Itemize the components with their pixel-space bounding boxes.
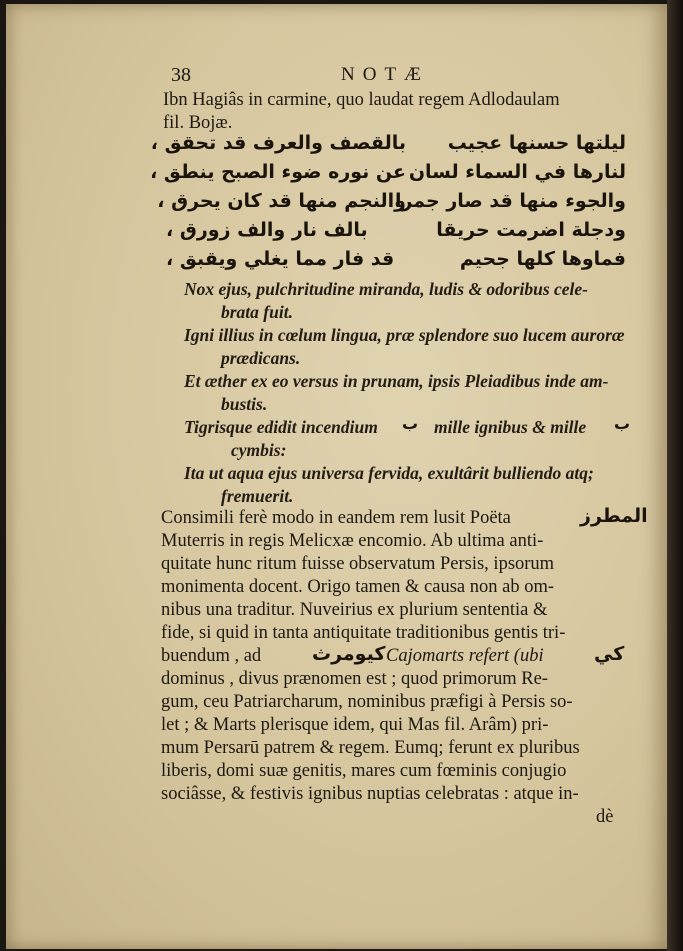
translation-line-9: Ita ut aqua ejus universa fervida, exultârit bulliendo atq; [184, 463, 594, 483]
translation-arabic-ba-1: ب [402, 414, 419, 433]
body-line-1: Consimili ferè modo in eandem rem lusit Poëta [161, 508, 511, 528]
translation-line-6: bustis. [221, 394, 268, 414]
translation-line-4: prædicans. [221, 348, 301, 368]
running-title: NOTÆ [341, 64, 429, 85]
body-line-5: nibus una traditur. Nuveirius ex plurium sententia & [161, 600, 548, 620]
arabic-verse-5-left: قد فار مما يغلي ويقبق ، [166, 248, 395, 270]
arabic-verse-5-right: فماوها كلها جحيم [459, 248, 626, 270]
translation-line-7a: Tigrisque edidit incendium [184, 417, 378, 437]
translation-line-3: Igni illius in cœlum lingua, præ splendore suo lucem auroræ [184, 325, 625, 345]
arabic-verse-3-left: والنجم منها قد كان يحرق ، [157, 190, 406, 212]
intro-line-1: Ibn Hagiâs in carmine, quo laudat regem Adlodaulam [163, 90, 560, 110]
running-head [171, 64, 631, 90]
body-line-6: fide, si quid in tanta antiquitate traditionibus gentis tri- [161, 623, 566, 643]
translation-line-2: brata fuit. [221, 302, 293, 322]
body-line-7a: buendum , ad [161, 646, 262, 666]
book-page [6, 4, 668, 949]
arabic-verse-4-right: ودجلة اضرمت حريقا [436, 219, 626, 241]
arabic-verse-4-left: بالف نار والف زورق ، [166, 219, 368, 241]
translation-line-10: fremuerit. [221, 486, 294, 506]
body-line-11: mum Persarū patrem & regem. Eumq; ferunt ex pluribus [161, 738, 580, 758]
arabic-verse-2-right: لنارها في السماء لسان [408, 161, 626, 183]
translation-line-7b: mille ignibus & mille [434, 417, 587, 437]
body-line-10: let ; & Marts plerisque idem, qui Mas fil. Arâm) pri- [161, 715, 549, 735]
intro-line-2: fil. Bojæ. [163, 113, 233, 133]
page-number: 38 [171, 64, 191, 86]
body-line-3: quitate hunc ritum fuisse observatum Persis, ipsorum [161, 554, 555, 574]
translation-line-8: cymbis: [231, 440, 287, 460]
arabic-muterris: المطرز [580, 505, 648, 527]
book-edge-shadow [667, 0, 683, 951]
arabic-verse-1-left: بالقصف والعرف قد تحقق ، [150, 132, 406, 154]
arabic-kai: كي [594, 643, 625, 665]
arabic-cajomarts: كيومرث [312, 643, 386, 665]
body-line-12: liberis, domi suæ genitis, mares cum fœminis conjugio [161, 761, 567, 781]
translation-line-1: Nox ejus, pulchritudine miranda, ludis & odoribus cele- [184, 279, 589, 299]
arabic-verse-1-right: ليلتها حسنها عجيب [447, 132, 626, 154]
body-line-8: dominus , divus prænomen est ; quod primorum Re- [161, 669, 548, 689]
body-line-2: Muterris in regis Melicxæ encomio. Ab ultima anti- [161, 531, 544, 551]
arabic-verse-3-right: والجوء منها قد صار جمرا [394, 190, 626, 212]
body-line-9: gum, ceu Patriarcharum, nominibus præfigi à Persis so- [161, 692, 573, 712]
translation-arabic-ba-2: ب [614, 414, 631, 433]
body-line-13: sociâsse, & festivis ignibus nuptias celebratas : atque in- [161, 784, 579, 804]
catchword: dè [596, 807, 614, 827]
arabic-verse-2-left: عن نوره ضوء الصبح ينطق ، [150, 161, 406, 183]
body-line-7b: Cajomarts refert (ubi [386, 646, 544, 666]
body-line-4: monimenta docent. Origo tamen & causa non ab om- [161, 577, 555, 597]
translation-line-5: Et æther ex eo versus in prunam, ipsis Pleiadibus inde am- [184, 371, 609, 391]
